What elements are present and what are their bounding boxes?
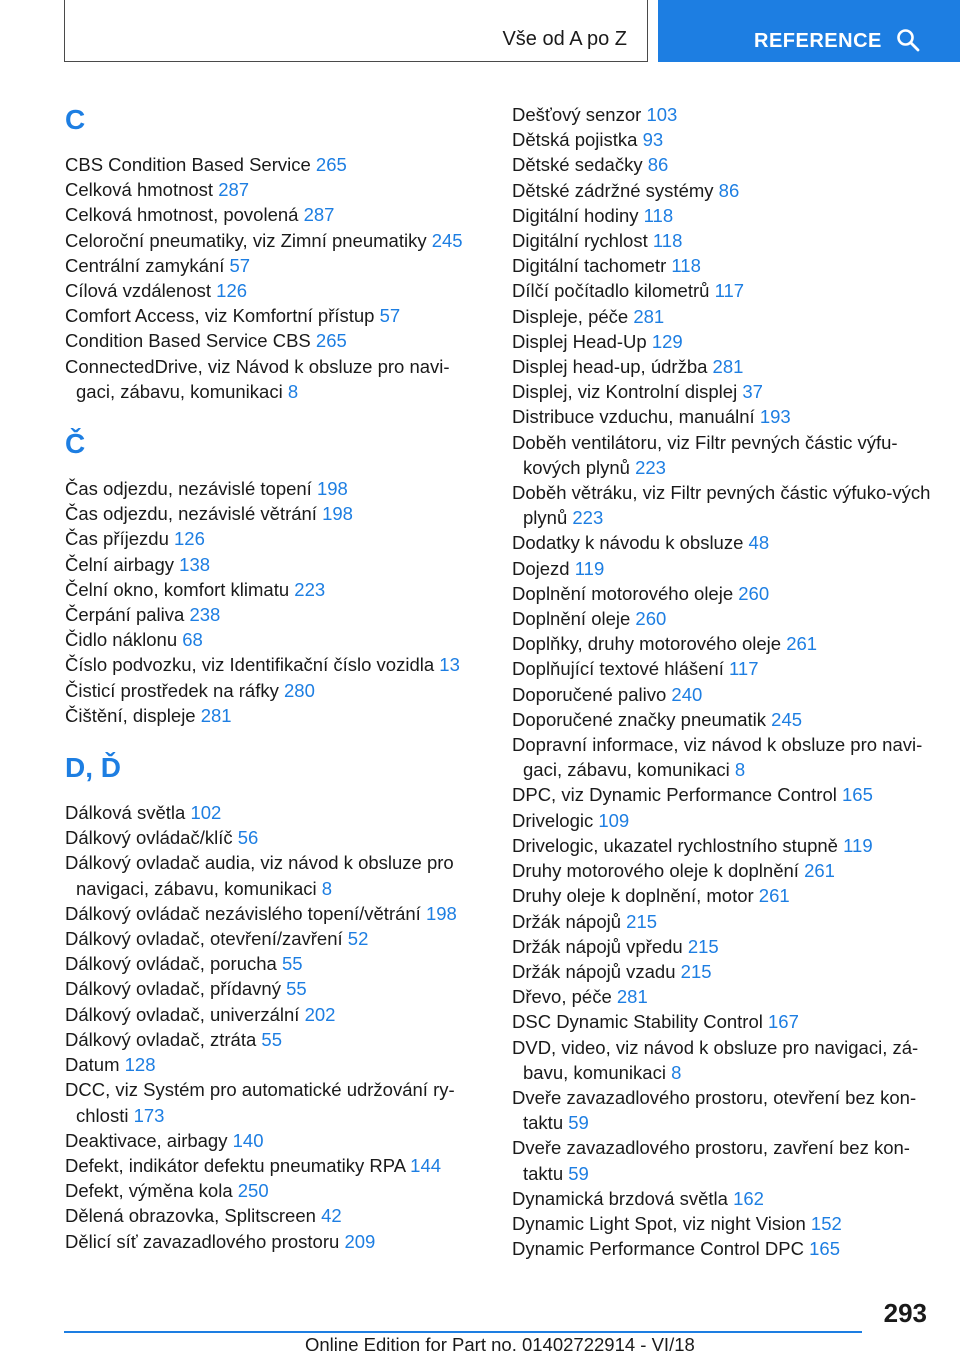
entry-term: Distribuce vzduchu, manuální <box>512 406 755 428</box>
index-entry <box>65 476 485 501</box>
entry-term: Dálková světla <box>65 802 186 824</box>
index-entry <box>512 379 932 404</box>
index-entry <box>512 228 932 253</box>
index-entry <box>65 825 485 850</box>
entry-term: Držák nápojů vpředu <box>512 935 683 957</box>
page-reference-link[interactable]: 57 <box>379 305 401 327</box>
index-entry <box>65 303 485 328</box>
entry-term: Celková hmotnost, povolená <box>65 204 299 226</box>
index-entry <box>65 800 485 825</box>
page-reference-link[interactable]: 86 <box>718 179 740 201</box>
index-entry <box>512 1186 932 1211</box>
index-entry <box>65 976 485 1001</box>
page-reference-link[interactable]: 117 <box>714 280 745 302</box>
index-entry <box>512 1211 932 1236</box>
page-reference-link[interactable]: 265 <box>315 330 347 352</box>
page-reference-link[interactable]: 8 <box>734 759 746 781</box>
entry-term: Čisticí prostředek na ráfky <box>65 679 279 701</box>
entry-term: Doporučené značky pneumatik <box>512 708 767 730</box>
entry-term: Displej head-up, údržba <box>512 356 708 378</box>
entry-term: Dálkový ovladač, ztráta <box>65 1028 257 1050</box>
entry-term: Dělená obrazovka, Splitscreen <box>65 1205 316 1227</box>
entry-term: Dálkový ovladač, univerzální <box>65 1003 300 1025</box>
entry-term: Doplnění oleje <box>512 608 631 630</box>
entry-term: Čas příjezdu <box>65 528 169 550</box>
entry-term: DPC, viz Dynamic Performance Control <box>512 784 837 806</box>
entry-term: Digitální hodiny <box>512 204 639 226</box>
page-reference-link[interactable]: 109 <box>598 809 630 831</box>
index-entry <box>65 526 485 551</box>
page-reference-link[interactable]: 118 <box>643 204 674 226</box>
entry-term: CBS Condition Based Service <box>65 154 311 175</box>
index-entry <box>512 404 932 429</box>
index-entry <box>65 1077 485 1127</box>
page-reference-link[interactable]: 245 <box>771 708 803 730</box>
index-entry <box>512 682 932 707</box>
page-reference-link[interactable]: 119 <box>843 834 873 856</box>
index-entry <box>512 656 932 681</box>
page-reference-link[interactable]: 281 <box>633 305 665 327</box>
page-reference-link[interactable]: 86 <box>647 154 669 176</box>
entry-term: Dodatky k návodu k obsluze <box>512 532 744 554</box>
page-reference-link[interactable]: 281 <box>616 986 648 1008</box>
index-entry <box>512 253 932 278</box>
entry-term: Displej Head-Up <box>512 330 647 352</box>
entry-term: Dopravní informace, viz návod k obsluze pro navi‐gaci, zábavu, komunikaci <box>512 734 923 781</box>
page-reference-link[interactable]: 140 <box>232 1129 264 1151</box>
page-reference-link[interactable]: 162 <box>733 1187 764 1209</box>
footer-divider <box>64 1331 862 1333</box>
page-reference-link[interactable]: 165 <box>809 1238 840 1260</box>
page-reference-link[interactable]: 215 <box>687 935 719 957</box>
page-reference-link[interactable]: 287 <box>303 204 335 226</box>
index-entry <box>512 480 932 530</box>
page-reference-link[interactable]: 103 <box>646 104 678 125</box>
index-entry <box>512 329 932 354</box>
entry-term: Držák nápojů <box>512 910 622 932</box>
page-reference-link[interactable]: 152 <box>810 1212 842 1234</box>
index-entry <box>65 1027 485 1052</box>
entry-term: DSC Dynamic Stability Control <box>512 1011 763 1033</box>
entry-term: Druhy oleje k doplnění, motor <box>512 885 754 907</box>
index-entry <box>512 1236 932 1261</box>
index-entry <box>512 127 932 152</box>
entry-term: Čas odjezdu, nezávislé větrání <box>65 503 317 525</box>
entry-term: Dřevo, péče <box>512 986 612 1008</box>
entry-term: Dveře zavazadlového prostoru, zavření bez kon‐taktu <box>512 1137 910 1184</box>
entry-term: Displej, viz Kontrolní displej <box>512 381 738 403</box>
page-reference-link[interactable]: 119 <box>574 557 605 579</box>
entry-term: Druhy motorového oleje k doplnění <box>512 860 799 882</box>
entry-term: Displeje, péče <box>512 305 629 327</box>
entry-term: Dílčí počítadlo kilometrů <box>512 280 710 302</box>
index-entry <box>65 1002 485 1027</box>
index-entry <box>512 1135 932 1185</box>
entry-term: Dálkový ovladač, přídavný <box>65 978 281 1000</box>
page-reference-link[interactable]: 118 <box>652 230 683 252</box>
index-entry <box>65 678 485 703</box>
index-letter-heading: D, Ď <box>65 752 121 784</box>
entry-term: Dětské sedačky <box>512 154 643 176</box>
index-entry <box>512 430 932 480</box>
entry-term: Dojezd <box>512 557 570 579</box>
index-entry <box>65 1052 485 1077</box>
entry-term: Doplnění motorového oleje <box>512 582 734 604</box>
entry-term: DCC, viz Systém pro automatické udržování ry‐chlosti <box>65 1079 455 1126</box>
entry-term: Dětská pojistka <box>512 129 638 151</box>
page-reference-link[interactable]: 193 <box>759 406 791 428</box>
index-entry <box>65 177 485 202</box>
search-icon[interactable] <box>896 28 920 52</box>
index-entry <box>65 850 485 900</box>
index-entry <box>65 901 485 926</box>
index-entry <box>512 1085 932 1135</box>
page-reference-link[interactable]: 281 <box>712 356 744 378</box>
index-entry <box>65 328 485 353</box>
index-entry <box>512 278 932 303</box>
entry-term: Dešťový senzor <box>512 104 642 125</box>
index-entry <box>65 202 485 227</box>
entry-term: Centrální zamykání <box>65 254 225 276</box>
index-entry <box>512 707 932 732</box>
index-entry <box>65 1178 485 1203</box>
page-reference-link[interactable]: 42 <box>321 1205 342 1227</box>
page-number: 293 <box>883 1298 927 1328</box>
page-reference-link[interactable]: 56 <box>237 827 259 849</box>
index-entry <box>512 178 932 203</box>
index-entry <box>65 552 485 577</box>
entry-term: Defekt, indikátor defektu pneumatiky RPA <box>65 1154 406 1176</box>
index-entry <box>512 833 932 858</box>
entry-term: Doplňující textové hlášení <box>512 658 724 680</box>
page-reference-link[interactable]: 202 <box>304 1003 336 1025</box>
index-entry <box>512 152 932 177</box>
index-entry <box>512 1035 932 1085</box>
page-reference-link[interactable]: 8 <box>321 877 333 899</box>
page-reference-link[interactable]: 8 <box>671 1061 682 1083</box>
index-entry <box>512 782 932 807</box>
index-entry <box>512 556 932 581</box>
page-reference-link[interactable]: 118 <box>671 255 701 277</box>
index-entry <box>512 1009 932 1034</box>
page-reference-link[interactable]: 68 <box>182 629 203 651</box>
index-entry <box>512 354 932 379</box>
entry-term: Cílová vzdálenost <box>65 280 212 302</box>
entry-term: Dveře zavazadlového prostoru, otevření bez kon‐taktu <box>512 1086 917 1134</box>
entry-term: Dálkový ovladač audia, viz návod k obsluze pro navigaci, zábavu, komunikaci <box>65 852 454 899</box>
entry-term: Dětské zádržné systémy <box>512 179 714 201</box>
entry-term: Doporučené palivo <box>512 683 667 705</box>
index-entry <box>65 152 485 177</box>
entry-term: Digitální rychlost <box>512 230 648 252</box>
page-reference-link[interactable]: 55 <box>286 978 307 1000</box>
entry-term: Celoroční pneumatiky, viz Zimní pneumatiky <box>65 229 427 251</box>
entry-term: Dálkový ovládač/klíč <box>65 827 233 849</box>
page-reference-link[interactable]: 167 <box>768 1011 799 1033</box>
page-reference-link[interactable]: 261 <box>758 885 790 907</box>
entry-term: Dálkový ovladač, otevření/zavření <box>65 928 343 950</box>
page-reference-link[interactable]: 55 <box>261 1028 282 1050</box>
entry-term: Dynamická brzdová světla <box>512 1187 728 1209</box>
entry-term: Defekt, výměna kola <box>65 1180 233 1202</box>
index-entry <box>65 228 485 253</box>
page-reference-link[interactable]: 238 <box>189 604 221 626</box>
index-entry <box>512 934 932 959</box>
page-reference-link[interactable]: 48 <box>748 532 770 554</box>
entry-term: Doběh ventilátoru, viz Filtr pevných částic výfu‐kových plynů <box>512 431 898 478</box>
index-entry <box>65 501 485 526</box>
entry-term: Condition Based Service CBS <box>65 330 311 352</box>
entry-term: Čerpání paliva <box>65 604 185 626</box>
page-reference-link[interactable]: 250 <box>237 1180 269 1202</box>
page-reference-link[interactable]: 240 <box>671 683 703 705</box>
index-entry <box>512 631 932 656</box>
index-entry <box>65 577 485 602</box>
page-reference-link[interactable]: 261 <box>804 860 835 882</box>
section-title: Vše od A po Z <box>502 28 627 50</box>
page-reference-link[interactable]: 117 <box>729 658 759 680</box>
page-reference-link[interactable]: 198 <box>425 902 457 924</box>
index-entry <box>65 627 485 652</box>
page-reference-link[interactable]: 265 <box>315 154 347 175</box>
page-reference-link[interactable]: 93 <box>642 129 664 151</box>
entry-term: Dynamic Light Spot, viz night Vision <box>512 1212 806 1234</box>
index-column-left <box>65 98 485 1254</box>
reference-label: REFERENCE <box>754 30 882 52</box>
index-entry <box>65 1153 485 1178</box>
page-reference-link[interactable]: 129 <box>651 330 683 352</box>
page-reference-link[interactable]: 59 <box>568 1112 589 1134</box>
entry-term: Drivelogic, ukazatel rychlostního stupně <box>512 834 838 856</box>
page-reference-link[interactable]: 223 <box>572 507 604 529</box>
index-entry <box>65 253 485 278</box>
entry-term: DVD, video, viz návod k obsluze pro navigaci, zá‐bavu, komunikaci <box>512 1036 919 1083</box>
index-entry <box>512 808 932 833</box>
page-reference-link[interactable]: 8 <box>287 380 299 402</box>
page-reference-link[interactable]: 281 <box>200 704 232 726</box>
entry-term: Comfort Access, viz Komfortní přístup <box>65 305 375 327</box>
page-reference-link[interactable]: 223 <box>294 578 326 600</box>
entry-term: Doplňky, druhy motorového oleje <box>512 633 782 655</box>
index-entry <box>65 926 485 951</box>
index-entry <box>65 1128 485 1153</box>
page-reference-link[interactable]: 37 <box>742 381 763 403</box>
entry-term: Čištění, displeje <box>65 704 196 726</box>
index-entry <box>512 581 932 606</box>
entry-term: Celková hmotnost <box>65 179 214 201</box>
index-entry <box>512 732 932 782</box>
index-entry <box>512 984 932 1009</box>
index-entry <box>65 703 485 728</box>
page-reference-link[interactable]: 102 <box>190 802 222 824</box>
entry-term: Držák nápojů vzadu <box>512 960 676 982</box>
index-entry <box>512 909 932 934</box>
entry-term: Dělicí síť zavazadlového prostoru <box>65 1230 340 1252</box>
index-entry <box>65 602 485 627</box>
index-entry <box>65 278 485 303</box>
entry-term: ConnectedDrive, viz Návod k obsluze pro navi‐gaci, zábavu, komunikaci <box>65 355 450 402</box>
entry-term: Čelní okno, komfort klimatu <box>65 578 290 600</box>
section-header <box>64 0 648 62</box>
index-column-right <box>512 102 932 1261</box>
index-entry <box>512 304 932 329</box>
index-entry <box>512 883 932 908</box>
page-reference-link[interactable]: 198 <box>322 503 353 525</box>
page-reference-link[interactable]: 57 <box>229 254 251 276</box>
page-reference-link[interactable]: 126 <box>174 528 205 550</box>
entry-term: Datum <box>65 1054 120 1076</box>
reference-tab[interactable] <box>658 0 960 62</box>
entry-term: Dálkový ovládač, porucha <box>65 953 277 975</box>
index-entry <box>512 606 932 631</box>
edition-info: Online Edition for Part no. 01402722914 - VI/18 <box>305 1334 695 1355</box>
entry-term: Čidlo náklonu <box>65 629 178 651</box>
page-reference-link[interactable]: 261 <box>786 633 818 655</box>
entry-term: Doběh větráku, viz Filtr pevných částic výfuko‐vých plynů <box>512 482 931 529</box>
index-entry <box>65 652 485 677</box>
entry-term: Deaktivace, airbagy <box>65 1129 228 1151</box>
page-reference-link[interactable]: 287 <box>218 179 250 201</box>
page-reference-link[interactable]: 215 <box>626 910 658 932</box>
page-reference-link[interactable]: 144 <box>410 1154 442 1176</box>
index-letter-heading: C <box>65 104 86 135</box>
page-reference-link[interactable]: 59 <box>568 1162 589 1184</box>
page-reference-link[interactable]: 13 <box>439 654 460 676</box>
index-entry <box>512 530 932 555</box>
page-reference-link[interactable]: 173 <box>133 1104 165 1126</box>
page-reference-link[interactable]: 198 <box>316 478 348 500</box>
entry-term: Drivelogic <box>512 809 594 831</box>
entry-term: Dálkový ovládač nezávislého topení/větrání <box>65 902 421 924</box>
page-reference-link[interactable]: 55 <box>281 953 303 975</box>
page-reference-link[interactable]: 260 <box>738 582 770 604</box>
index-entry <box>65 354 485 404</box>
page-reference-link[interactable]: 128 <box>124 1054 156 1076</box>
page-reference-link[interactable]: 138 <box>179 553 211 575</box>
page-reference-link[interactable]: 223 <box>635 456 666 478</box>
entry-term: Dynamic Performance Control DPC <box>512 1238 804 1260</box>
page-reference-link[interactable]: 165 <box>842 784 873 806</box>
index-entry <box>65 1203 485 1228</box>
page-reference-link[interactable]: 126 <box>216 280 248 302</box>
page-reference-link[interactable]: 209 <box>344 1230 376 1252</box>
entry-term: Digitální tachometr <box>512 255 667 277</box>
index-letter-heading: Č <box>65 428 86 460</box>
index-entry <box>65 951 485 976</box>
entry-term: Čelní airbagy <box>65 553 175 575</box>
entry-term: Čas odjezdu, nezávislé topení <box>65 478 312 500</box>
index-entry <box>65 1229 485 1254</box>
index-entry <box>512 203 932 228</box>
page-reference-link[interactable]: 280 <box>284 679 315 701</box>
entry-term: Číslo podvozku, viz Identifikační číslo vozidla <box>65 654 435 676</box>
page-reference-link[interactable]: 52 <box>347 928 369 950</box>
index-entry <box>512 102 932 127</box>
index-entry <box>512 858 932 883</box>
page-reference-link[interactable]: 245 <box>431 229 463 251</box>
index-entry <box>512 959 932 984</box>
page-reference-link[interactable]: 260 <box>635 608 667 630</box>
page-reference-link[interactable]: 215 <box>680 960 712 982</box>
